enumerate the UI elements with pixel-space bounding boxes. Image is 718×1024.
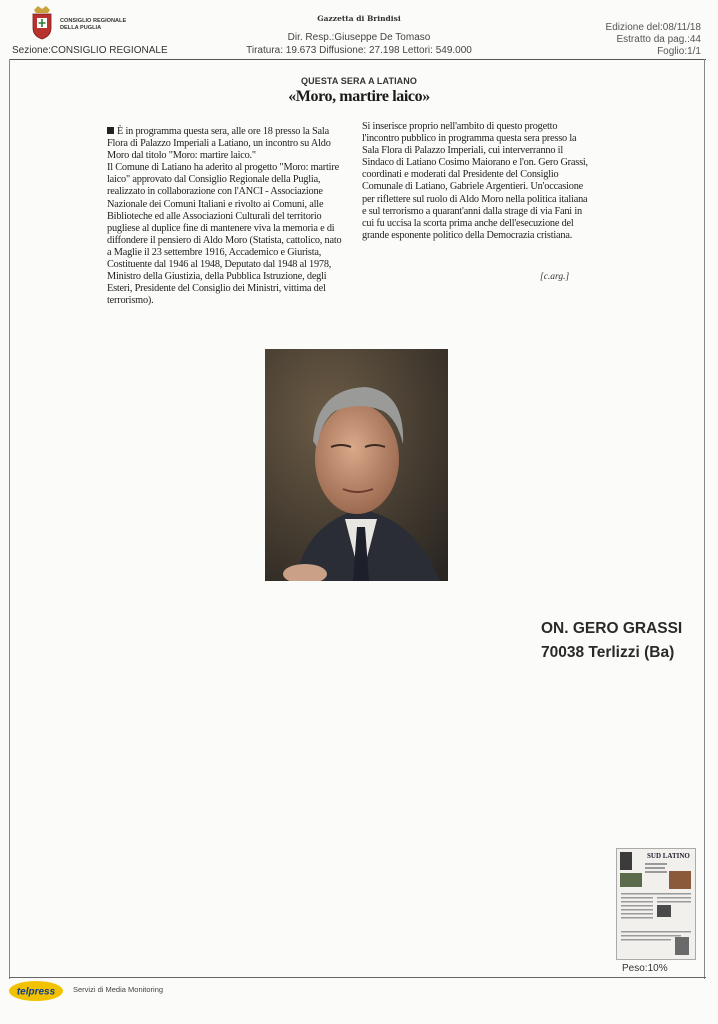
sheet-count: Foglio:1/1 — [657, 46, 701, 57]
aldo-moro-photo — [265, 349, 448, 581]
media-monitoring-label: Servizi di Media Monitoring — [73, 985, 164, 994]
paragraph-1 — [107, 126, 345, 162]
weight-label: Peso:10% — [622, 963, 668, 974]
article-kicker: QUESTA SERA A LATIANO — [301, 76, 417, 86]
telpress-logo-icon — [8, 980, 64, 1002]
author-signature: [c.arg.] — [540, 272, 570, 282]
thumbnail-preview-graphic — [617, 849, 695, 959]
page-extract: Estratto da pag.:44 — [616, 34, 701, 45]
article-headline: «Moro, martire laico» — [288, 88, 430, 105]
page-thumbnail — [616, 848, 696, 960]
frame-left-line — [9, 59, 10, 979]
article-column-1 — [107, 126, 345, 307]
frame-top-line — [9, 59, 706, 60]
frame-bottom-line — [9, 977, 706, 978]
bullet-square-icon — [107, 127, 114, 134]
recipient-name: ON. GERO GRASSI — [541, 620, 683, 637]
edition-meta — [606, 22, 701, 58]
recipient-block — [541, 617, 682, 665]
paragraph-1-text: È in programma questa sera, alle ore 18 presso la Sala Flora di Palazzo Imperiali a Latiano, un incontro su Aldo Moro dal titolo "Moro: martire laico." — [107, 126, 331, 162]
article-column-2 — [362, 121, 594, 242]
recipient-address: 70038 Terlizzi (Ba) — [541, 644, 675, 661]
newspaper-name: Gazzetta di Brindisi — [317, 14, 401, 23]
director-line: Dir. Resp.:Giuseppe De Tomaso — [287, 32, 431, 43]
thumbnail-masthead: SUD LATINO — [647, 852, 690, 860]
edition-date: Edizione del:08/11/18 — [605, 22, 701, 33]
circulation-line: Tiratura: 19.673 Diffusione: 27.198 Lettori: 549.000 — [246, 45, 472, 56]
logo-name: CONSIGLIO REGIONALE DELLA PUGLIA — [60, 18, 127, 31]
frame-right-line — [704, 59, 705, 979]
svg-text:telpress: telpress — [16, 986, 56, 998]
paragraph-2: Il Comune di Latiano ha aderito al progetto "Moro: martire laico" approvato dal Consiglio Regionale della Puglia, realizzato in collaborazione con l'ANCI - Associazione Nazionale dei Comuni Italiani e rivolto ai Comuni, alle Biblioteche ed alle Associazioni Culturali del territorio pugliese al duplice fine di mantenere viva la memoria e di diffondere il pensiero di Aldo Moro (Statista, cattolico, nato a Maglie il 23 settembre 1916, Accademico e Giurista, Costituente dal 1946 al 1948, Deputato dal 1948 al 1978, Ministro della Giustizia, della Pubblica Istruzione, degli Esteri, Presidente del Consiglio dei Ministri, vittima del terrorismo). — [107, 162, 342, 307]
section-label: Sezione:CONSIGLIO REGIONALE — [12, 45, 168, 56]
paragraph-3: Si inserisce proprio nell'ambito di questo progetto l'incontro pubblico in programma questa sera presso la Sala Flora di Palazzo Imperiali, cui interverranno il Sindaco di Latiano Cosimo Maiorano e l'on. Gero Grassi, coordinati e moderati dal Presidente del Consiglio Comunale di Latiano, Gabriele Argentieri. Un'occasione per riflettere sul ruolo di Aldo Moro nella politica italiana e sul terrorismo a quarant'anni dalla strage di via Fani in cui fu uccisa la scorta prima anche dell'esecuzione del grande esponente politico della Democrazia cristiana. — [362, 121, 588, 241]
